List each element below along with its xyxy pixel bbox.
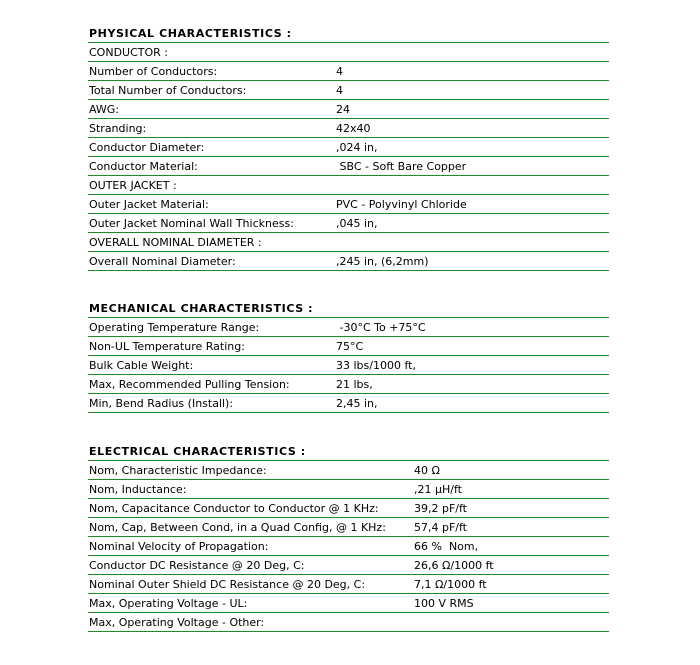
spec-row <box>88 375 609 394</box>
spec-label: Max, Recommended Pulling Tension: <box>89 378 290 391</box>
spec-value: 33 lbs/1000 ft, <box>336 359 416 372</box>
spec-row <box>88 518 609 537</box>
spec-label: Nom, Cap, Between Cond, in a Quad Config, @ 1 KHz: <box>89 521 386 534</box>
spec-value: 21 lbs, <box>336 378 373 391</box>
spec-value: 40 Ω <box>414 464 440 477</box>
spec-value: 4 <box>336 84 343 97</box>
spec-value: -30°C To +75°C <box>336 321 426 334</box>
spec-row <box>88 157 609 176</box>
spec-label: Outer Jacket Nominal Wall Thickness: <box>89 217 294 230</box>
spec-row <box>88 119 609 138</box>
spec-row <box>88 461 609 480</box>
spec-row <box>88 195 609 214</box>
spec-value: 26,6 Ω/1000 ft <box>414 559 494 572</box>
spec-label: Nominal Velocity of Propagation: <box>89 540 269 553</box>
spec-value: 7,1 Ω/1000 ft <box>414 578 487 591</box>
spec-label: Overall Nominal Diameter: <box>89 255 236 268</box>
spec-value: ,21 µH/ft <box>414 483 462 496</box>
section-title: ELECTRICAL CHARACTERISTICS : <box>88 440 609 461</box>
spec-label: Nom, Inductance: <box>89 483 187 496</box>
spec-label: CONDUCTOR : <box>89 46 168 59</box>
spec-value: ,045 in, <box>336 217 378 230</box>
spec-label: Number of Conductors: <box>89 65 218 78</box>
spec-value: ,245 in, (6,2mm) <box>336 255 429 268</box>
spec-label: Operating Temperature Range: <box>89 321 260 334</box>
spec-value: 100 V RMS <box>414 597 474 610</box>
spec-value: 57,4 pF/ft <box>414 521 467 534</box>
spec-label: Nom, Characteristic Impedance: <box>89 464 267 477</box>
spec-row <box>88 480 609 499</box>
spec-label: Conductor Material: <box>89 160 198 173</box>
spec-label: Outer Jacket Material: <box>89 198 209 211</box>
spec-row <box>88 594 609 613</box>
spec-row <box>88 176 609 195</box>
spec-row <box>88 62 609 81</box>
section-title: MECHANICAL CHARACTERISTICS : <box>88 297 609 318</box>
physical-characteristics-section <box>88 22 609 271</box>
spec-row <box>88 318 609 337</box>
spec-label: Conductor DC Resistance @ 20 Deg, C: <box>89 559 305 572</box>
spec-value: 39,2 pF/ft <box>414 502 467 515</box>
section-spacer <box>88 271 609 297</box>
spec-value: 75°C <box>336 340 364 353</box>
spec-label: Bulk Cable Weight: <box>89 359 194 372</box>
spec-label: Conductor Diameter: <box>89 141 205 154</box>
spec-row <box>88 43 609 62</box>
spec-label: OVERALL NOMINAL DIAMETER : <box>89 236 262 249</box>
spec-label: Max, Operating Voltage - UL: <box>89 597 248 610</box>
spec-row <box>88 214 609 233</box>
spec-label: Stranding: <box>89 122 147 135</box>
electrical-characteristics-section <box>88 440 609 632</box>
spec-row <box>88 537 609 556</box>
spec-label: OUTER JACKET : <box>89 179 177 192</box>
spec-label: Total Number of Conductors: <box>89 84 247 97</box>
spec-row <box>88 252 609 271</box>
spec-label: Nominal Outer Shield DC Resistance @ 20 Deg, C: <box>89 578 366 591</box>
spec-row <box>88 613 609 632</box>
spec-label: Nom, Capacitance Conductor to Conductor @ 1 KHz: <box>89 502 379 515</box>
spec-row <box>88 337 609 356</box>
spec-value: SBC - Soft Bare Copper <box>336 160 467 173</box>
spec-row <box>88 356 609 375</box>
spec-row <box>88 81 609 100</box>
spec-value: 66 % Nom, <box>414 540 479 553</box>
spec-row <box>88 556 609 575</box>
spec-row <box>88 138 609 157</box>
spec-row <box>88 394 609 413</box>
mechanical-characteristics-section <box>88 297 609 413</box>
spec-row <box>88 100 609 119</box>
spec-row <box>88 575 609 594</box>
spec-sheet <box>88 22 609 632</box>
spec-value: 4 <box>336 65 343 78</box>
spec-value: PVC - Polyvinyl Chloride <box>336 198 467 211</box>
spec-label: Non-UL Temperature Rating: <box>89 340 245 353</box>
spec-label: Min, Bend Radius (Install): <box>89 397 234 410</box>
spec-value: 42x40 <box>336 122 371 135</box>
section-title: PHYSICAL CHARACTERISTICS : <box>88 22 609 43</box>
spec-value: ,024 in, <box>336 141 378 154</box>
section-spacer <box>88 413 609 440</box>
spec-value: 2,45 in, <box>336 397 378 410</box>
spec-row <box>88 233 609 252</box>
spec-row <box>88 499 609 518</box>
spec-label: Max, Operating Voltage - Other: <box>89 616 265 629</box>
spec-value: 24 <box>336 103 350 116</box>
spec-label: AWG: <box>89 103 120 116</box>
